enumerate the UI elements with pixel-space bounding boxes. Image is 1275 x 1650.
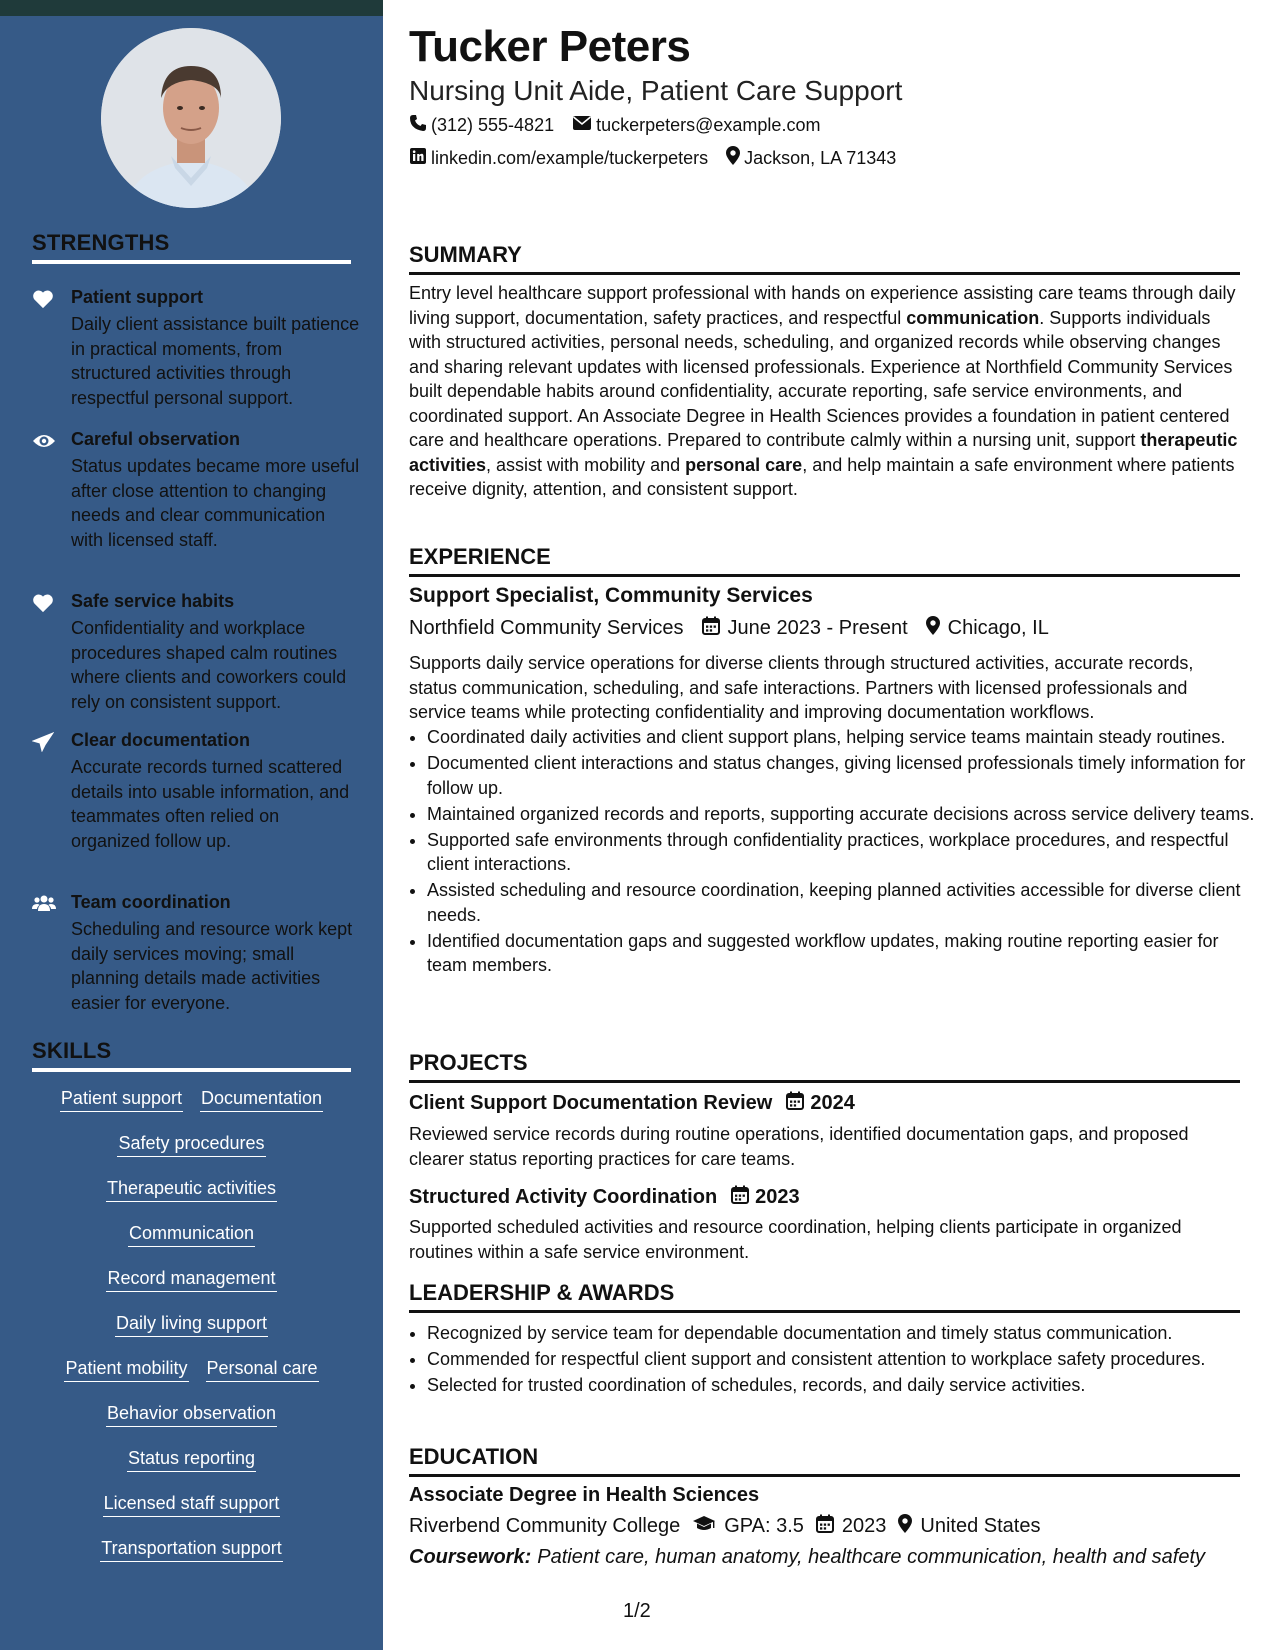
contact-row — [409, 146, 896, 170]
skill-tag: Communication — [128, 1222, 255, 1247]
project-title: Client Support Documentation Review — [409, 1092, 773, 1114]
graduation-year: 2023 — [841, 1515, 887, 1537]
list-item: • Recognized by service team for dependable documentation and timely status communication. — [427, 1321, 1257, 1346]
skills-heading: SKILLS — [32, 1038, 351, 1072]
company-name: Northfield Community Services — [409, 617, 684, 639]
summary-text: Entry level healthcare support professional with hands on experience assisting care teams through daily living support, documentation, safety practices, and respectful communication. Supports individuals with structured activities, personal needs, scheduling, and organized records while observing changes and sharing relevant updates with licensed professionals. Experience at Northfield Community Services built dependable habits around confidentiality, accurate reporting, safe service environments, and coordinated support. An Associate Degree in Health Sciences provides a foundation in patient centered care and healthcare operations. Prepared to contribute calmly within a nursing unit, support therapeutic activities, assist with mobility and personal care, and help maintain a safe environment where patients receive dignity, attention, and consistent support. — [409, 283, 1238, 499]
strength-title: Patient support — [71, 287, 204, 307]
experience-bullets — [409, 725, 1257, 979]
users-icon — [32, 894, 54, 916]
project-title: Structured Activity Coordination — [409, 1186, 718, 1208]
leadership-bullets — [409, 1321, 1257, 1399]
calendar-icon — [731, 1185, 749, 1210]
list-item: • Documented client interactions and status changes, giving licensed professionals timely information for follow up. — [427, 751, 1257, 800]
skills-list — [32, 1087, 351, 1582]
project-desc: Reviewed service records during routine operations, identified documentation gaps, and proposed clearer status reporting practices for care teams. — [409, 1124, 1189, 1169]
project-year: 2024 — [810, 1092, 855, 1114]
strength-title: Safe service habits — [71, 591, 235, 611]
strength-desc: Status updates became more useful after close attention to changing needs and clear communication with licensed staff. — [71, 456, 360, 550]
list-item: • Supported safe environments through confidentiality practices, workplace procedures, and respectful client interactions. — [427, 828, 1257, 877]
gpa: GPA: 3.5 — [724, 1515, 804, 1537]
skill-tag: Behavior observation — [106, 1402, 277, 1427]
summary-heading: SUMMARY — [409, 242, 1240, 275]
location-pin-icon — [926, 616, 948, 641]
top-accent-bar — [0, 0, 383, 16]
strength-desc: Daily client assistance built patience in practical moments, from structured activities through respectful personal support. — [71, 314, 360, 408]
email-icon — [572, 115, 596, 136]
skill-tag: Record management — [106, 1267, 276, 1292]
coursework — [409, 1546, 1205, 1569]
skill-tag: Safety procedures — [117, 1132, 265, 1157]
skill-tag: Status reporting — [127, 1447, 256, 1472]
list-item: • Selected for trusted coordination of schedules, records, and daily service activities. — [427, 1373, 1257, 1398]
skill-tag: Licensed staff support — [103, 1492, 281, 1517]
strength-desc: Scheduling and resource work kept daily services moving; small planning details made activities easier for everyone. — [71, 919, 353, 1013]
page-number: 1/2 — [623, 1600, 651, 1622]
list-item: • Maintained organized records and reports, supporting accurate decisions across service delivery teams. — [427, 802, 1257, 827]
coursework-label: Coursework: — [409, 1546, 532, 1568]
list-item: • Coordinated daily activities and client support plans, helping service teams maintain steady routines. — [427, 725, 1257, 750]
linkedin-icon — [409, 147, 431, 170]
education-heading: EDUCATION — [409, 1444, 1240, 1477]
contact-row — [409, 114, 820, 137]
skill-tag: Daily living support — [115, 1312, 268, 1337]
leadership-heading: LEADERSHIP & AWARDS — [409, 1280, 1240, 1313]
job-title: Support Specialist, Community Services — [409, 584, 813, 607]
job-meta — [409, 616, 1049, 641]
job-dates: June 2023 - Present — [727, 617, 908, 639]
projects-heading: PROJECTS — [409, 1050, 1240, 1083]
graduation-cap-icon — [692, 1515, 724, 1539]
skill-tag: Transportation support — [100, 1537, 282, 1562]
school-location: United States — [920, 1515, 1041, 1537]
heart-icon — [32, 289, 54, 311]
strength-desc: Confidentiality and workplace procedures shaped calm routines where clients and coworkers could rely on consistent support. — [71, 618, 347, 712]
calendar-icon — [786, 1091, 804, 1116]
calendar-icon — [702, 616, 728, 641]
strength-title: Careful observation — [71, 429, 241, 449]
eye-icon — [32, 431, 54, 453]
location-pin-icon — [898, 1514, 920, 1539]
phone-icon — [409, 114, 431, 137]
project-year: 2023 — [755, 1186, 800, 1208]
paper-plane-icon — [32, 732, 54, 754]
project-desc: Supported scheduled activities and resource coordination, helping clients participate in organized routines within a safe service environment. — [409, 1217, 1182, 1262]
profile-photo — [101, 28, 281, 208]
list-item: • Commended for respectful client support and consistent attention to workplace safety procedures. — [427, 1347, 1257, 1372]
skill-tag: Documentation — [200, 1087, 323, 1112]
phone-link[interactable]: (312) 555-4821 — [431, 115, 555, 135]
person-name: Tucker Peters — [409, 22, 691, 71]
project-title-row — [409, 1185, 800, 1210]
skill-tag: Patient support — [60, 1087, 183, 1112]
job-description: Supports daily service operations for diverse clients through structured activities, accurate records, status communication, scheduling, and safe interactions. Partners with licensed professionals and service teams while protecting confidentiality and improving documentation workflows. — [409, 653, 1194, 722]
job-location: Chicago, IL — [947, 617, 1049, 639]
strengths-heading: STRENGTHS — [32, 230, 351, 264]
list-item: • Assisted scheduling and resource coordination, keeping planned activities accessible for diverse client needs. — [427, 878, 1257, 927]
strength-title: Clear documentation — [71, 730, 251, 750]
project-title-row — [409, 1091, 855, 1116]
location-text: Jackson, LA 71343 — [744, 147, 897, 168]
calendar-icon — [816, 1514, 842, 1539]
skill-tag: Patient mobility — [64, 1357, 188, 1382]
degree-title: Associate Degree in Health Sciences — [409, 1484, 760, 1506]
linkedin-link[interactable]: linkedin.com/example/tuckerpeters — [431, 147, 709, 168]
school-name: Riverbend Community College — [409, 1515, 681, 1537]
strength-title: Team coordination — [71, 892, 231, 912]
experience-heading: EXPERIENCE — [409, 544, 1240, 577]
coursework-text: Patient care, human anatomy, healthcare communication, health and safety — [537, 1546, 1206, 1568]
education-meta — [409, 1514, 1040, 1539]
heart-icon — [32, 593, 54, 615]
person-title: Nursing Unit Aide, Patient Care Support — [409, 75, 903, 106]
email-link[interactable]: tuckerpeters@example.com — [596, 115, 821, 135]
skill-tag: Personal care — [206, 1357, 319, 1382]
location-pin-icon — [726, 146, 744, 170]
list-item: • Identified documentation gaps and suggested workflow updates, making routine reporting easier for team members. — [427, 929, 1257, 978]
strength-desc: Accurate records turned scattered details into usable information, and teammates often relied on organized follow up. — [71, 757, 350, 851]
skill-tag: Therapeutic activities — [106, 1177, 277, 1202]
